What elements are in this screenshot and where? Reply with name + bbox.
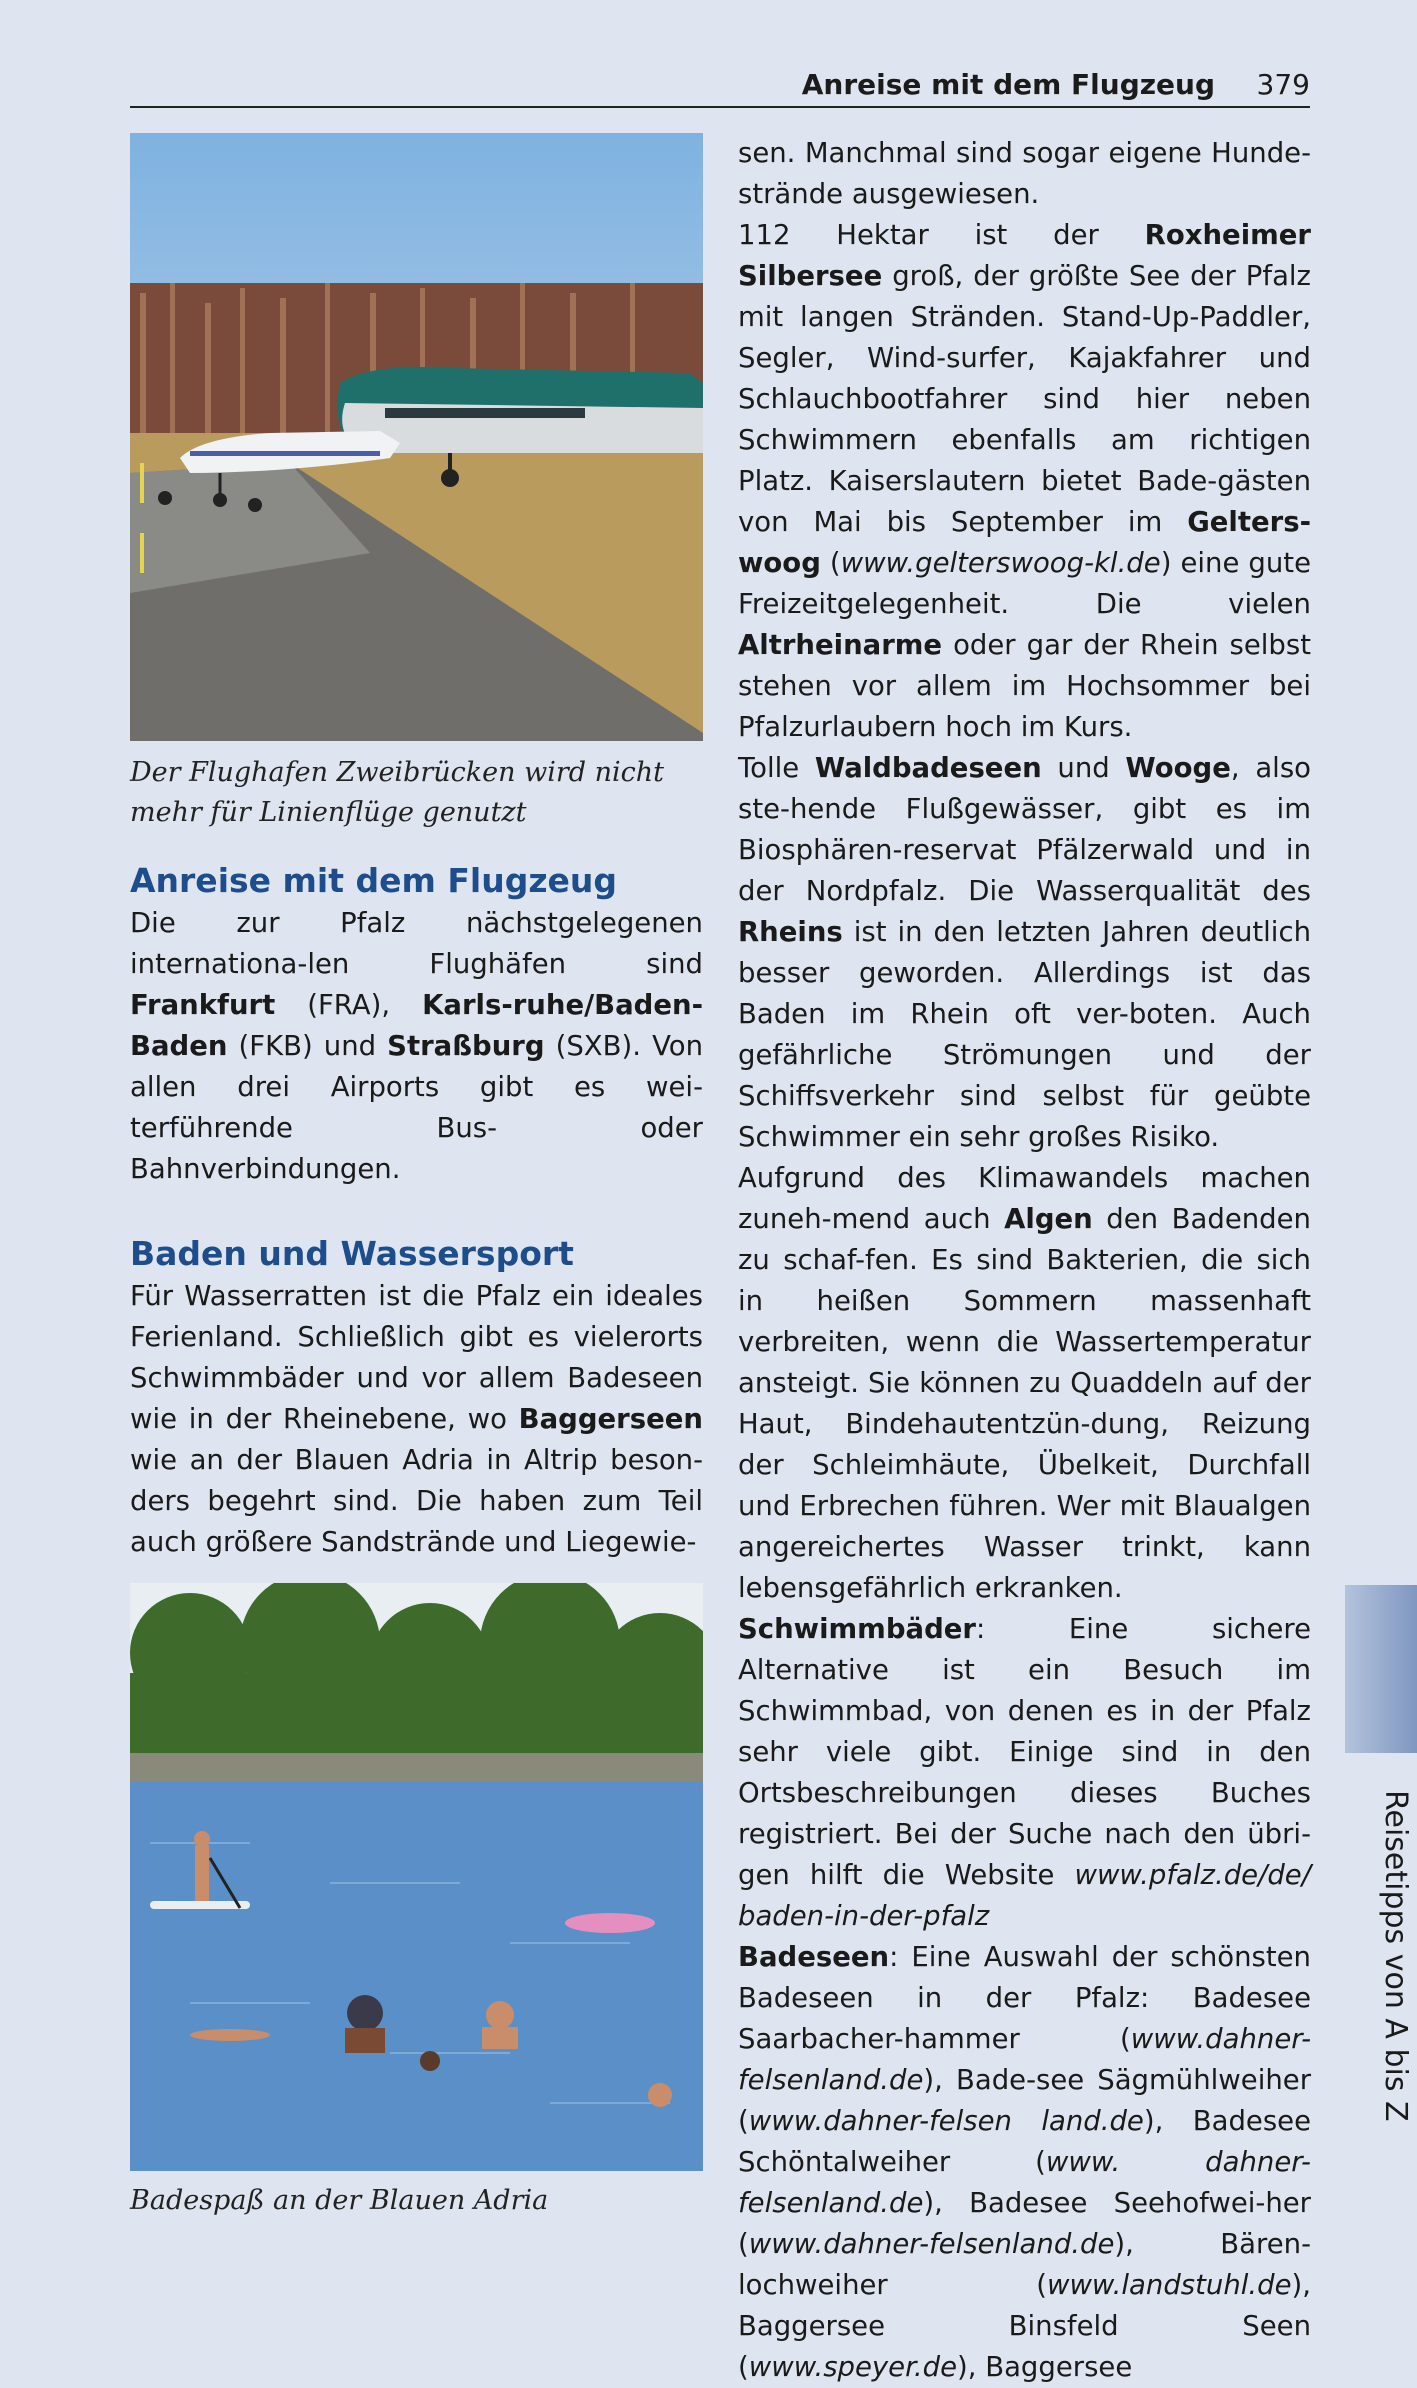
paragraph-waldbadeseen: Tolle Waldbadeseen und Wooge, also ste-hende Flußgewässer, gibt es im Biosphären-reservat Pfälzerwald und in der Nordpfalz. Die Wasserqualität des Rheins ist in den letzten Jahren deutlich besser geworden. Allerdings ist das Baden im Rhein oft ver-boten. Auch gefährliche Strömungen und der Schiffsverkehr sind selbst für geübte Schwimmer ein sehr großes Risiko. [738, 752, 1311, 1153]
float-ring [565, 1913, 655, 1933]
section-heading-baden: Baden und Wassersport [130, 1234, 574, 1273]
baden-paragraph: Für Wasserratten ist die Pfalz ein ideales Ferienland. Schließlich gibt es vielerorts Schwimmbäder und vor allem Badeseen wie in der Rheinebene, wo Baggerseen wie an der Blauen Adria in Altrip beson-ders begehrt sind. Die haben zum Teil auch größere Sandstrände und Liegewie- [130, 1280, 703, 1558]
paragraph-badeseen: Badeseen: Eine Auswahl der schönsten Badeseen in der Pfalz: Badesee Saarbacher-hammer (www.dahner-felsenland.de), Bade-see Sägmühlweiher (www.dahner-felsen land.de), Badesee Schöntalweiher (www. dahner-felsenland.de), Badesee Seehofwei-her (www.dahner-felsenland.de), Bären-lochweiher (www.landstuhl.de), Baggersee Binsfeld Seen (www.speyer.de), Baggersee [738, 1941, 1311, 2383]
section-thumb-tab [1345, 1585, 1417, 1753]
airfield-photo [130, 133, 703, 741]
paragraph-silbersee: 112 Hektar ist der Roxheimer Silbersee groß, der größte See der Pfalz mit langen Stränden. Stand-Up-Paddler, Segler, Wind-surfer, Kajakfahrer und Schlauchbootfahrer sind hier neben Schwimmern ebenfalls am richtigen Platz. Kaiserslautern bietet Bade-gästen von Mai bis September im Gelters-woog (www.gelterswoog-kl.de) eine gute Freizeitgelegenheit. Die vielen Altrheinarme oder gar der Rhein selbst stehen vor allem im Hochsommer bei Pfalzurlaubern hoch im Kurs. [738, 219, 1311, 743]
section-heading-flugzeug: Anreise mit dem Flugzeug [130, 861, 618, 900]
header-title: Anreise mit dem Flugzeug [801, 68, 1215, 101]
lake-caption: Badespaß an der Blauen Adria [130, 2185, 549, 2216]
lake-photo [130, 1583, 703, 2171]
paragraph-schwimmbaeder: Schwimmbäder: Eine sichere Alternative ist ein Besuch im Schwimmbad, von denen es in der Pfalz sehr viele gibt. Einige sind in den Ortsbeschreibungen dieses Buches registriert. Bei der Suche nach den übri-gen hilft die Website www.pfalz.de/de/ baden-in-der-pfalz [738, 1613, 1311, 1932]
paragraph-continued: sen. Manchmal sind sogar eigene Hunde-strände ausgewiesen. [738, 137, 1311, 210]
airfield-caption: Der Flughafen Zweibrücken wird nicht mehr für Linienflüge genutzt [130, 757, 664, 828]
page-number: 379 [1256, 68, 1310, 101]
paragraph-algen: Aufgrund des Klimawandels machen zuneh-mend auch Algen den Badenden zu schaf-fen. Es sind Bakterien, die sich in heißen Sommern massenhaft verbreiten, wenn die Wassertemperatur ansteigt. Sie können zu Quaddeln auf der Haut, Bindehautentzün-dung, Reizung der Schleimhäute, Übelkeit, Durchfall und Erbrechen führen. Wer mit Blaualgen angereichertes Wasser trinkt, kann lebensgefährlich erkranken. [738, 1162, 1311, 1604]
flugzeug-paragraph: Die zur Pfalz nächstgelegenen internationa-len Flughäfen sind Frankfurt (FRA), Karls-ruhe/Baden-Baden (FKB) und Straßburg (SXB). Von allen drei Airports gibt es wei-terführende Bus- oder Bahnverbindungen. [130, 907, 703, 1185]
running-header [130, 58, 1310, 108]
left-column [130, 133, 703, 2221]
right-column [738, 133, 1311, 2388]
section-side-label: Reisetipps von A bis Z [1378, 1790, 1413, 2122]
lake-water [130, 1781, 703, 2171]
